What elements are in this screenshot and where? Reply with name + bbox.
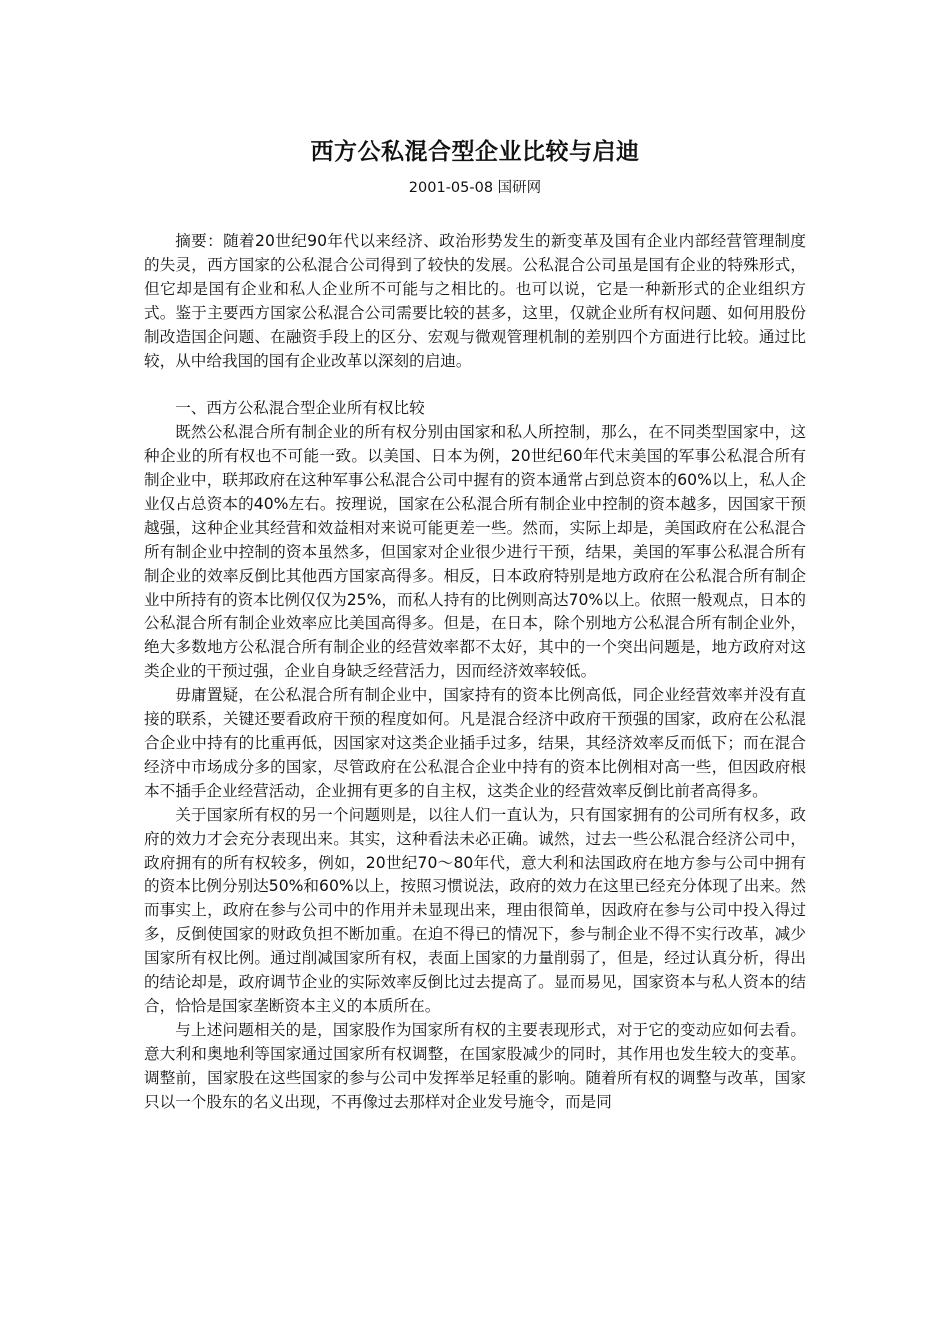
body-paragraph: 既然公私混合所有制企业的所有权分别由国家和私人所控制，那么，在不同类型国家中，这种企业的所有权也不可能一致。以美国、日本为例，20世纪60年代末美国的军事公私混合所有制企业中，联邦政府在这种军事公私混合公司中握有的资本通常占到总资本的60%以上，私人企业仅占总资本的40%左右。按理说，国家在公私混合所有制企业中控制的资本越多，因国家干预越强，这种企业其经营和效益相对来说可能更差一些。然而，实际上却是，美国政府在公私混合所有制企业中控制的资本虽然多，但国家对企业很少进行干预，结果，美国的军事公私混合所有制企业的效率反倒比其他西方国家高得多。相反，日本政府特别是地方政府在公私混合所有制企业中所持有的资本比例仅仅为25%，而私人持有的比例则高达70%以上。依照一般观点，日本的公私混合所有制企业效率应比美国高得多。但是，在日本，除个别地方公私混合所有制企业外，绝大多数地方公私混合所有制企业的经营效率都不太好，其中的一个突出问题是，地方政府对这类企业的干预过强，企业自身缺乏经营活力，因而经济效率较低。	[144, 423, 806, 681]
body-paragraph: 毋庸置疑，在公私混合所有制企业中，国家持有的资本比例高低，同企业经营效率并没有直接的联系，关键还要看政府干预的程度如何。凡是混合经济中政府干预强的国家，政府在公私混合企业中持有的比重再低，因国家对这类企业插手过多，结果，其经济效率反而低下；而在混合经济中市场成分多的国家，尽管政府在公私混合企业中持有的资本比例相对高一些，但因政府根本不插手企业经营活动，企业拥有更多的自主权，这类企业的经营效率反倒比前者高得多。	[144, 686, 806, 800]
body-paragraph: 与上述问题相关的是，国家股作为国家所有权的主要表现形式，对于它的变动应如何去看。意大利和奥地利等国家通过国家所有权调整，在国家股减少的同时，其作用也发生较大的变革。调整前，国家股在这些国家的参与公司中发挥举足轻重的影响。随着所有权的调整与改革，国家只以一个股东的名义出现，不再像过去那样对企业发号施令，而是同	[144, 1020, 806, 1111]
date-source-line: 2001-05-08 国研网	[408, 180, 542, 196]
section-heading: 一、西方公私混合型企业所有权比较	[175, 399, 425, 418]
body-paragraph: 关于国家所有权的另一个问题则是，以往人们一直认为，只有国家拥有的公司所有权多，政府的效力才会充分表现出来。其实，这种看法未必正确。诚然，过去一些公私混合经济公司中，政府拥有的所有权较多，例如，20世纪70～80年代，意大利和法国政府在地方参与公司中拥有的资本比例分别达50%和60%以上，按照习惯说法，政府的效力在这里已经充分体现了出来。然而事实上，政府在参与公司中的作用并未显现出来，理由很简单，因政府在参与公司中投入得过多，反倒使国家的财政负担不断加重。在迫不得已的情况下，参与制企业不得不实行改革，减少国家所有权比例。通过削减国家所有权，表面上国家的力量削弱了，但是，经过认真分析，得出的结论却是，政府调节企业的实际效率反倒比过去提高了。显而易见，国家资本与私人资本的结合，恰恰是国家垄断资本主义的本质所在。	[144, 805, 806, 1015]
article-body	[144, 230, 806, 1115]
page-title: 西方公私混合型企业比较与启迪	[310, 139, 640, 165]
abstract-paragraph: 摘要：随着20世纪90年代以来经济、政治形势发生的新变革及国有企业内部经营管理制度的失灵，西方国家的公私混合公司得到了较快的发展。公私混合公司虽是国有企业的特殊形式，但它却是国有企业和私人企业所不可能与之相比的。也可以说，它是一种新形式的企业组织方式。鉴于主要西方国家公私混合公司需要比较的甚多，这里，仅就企业所有权问题、如何用股份制改造国企问题、在融资手段上的区分、宏观与微观管理机制的差别四个方面进行比较。通过比较，从中给我国的国有企业改革以深刻的启迪。	[144, 232, 806, 370]
